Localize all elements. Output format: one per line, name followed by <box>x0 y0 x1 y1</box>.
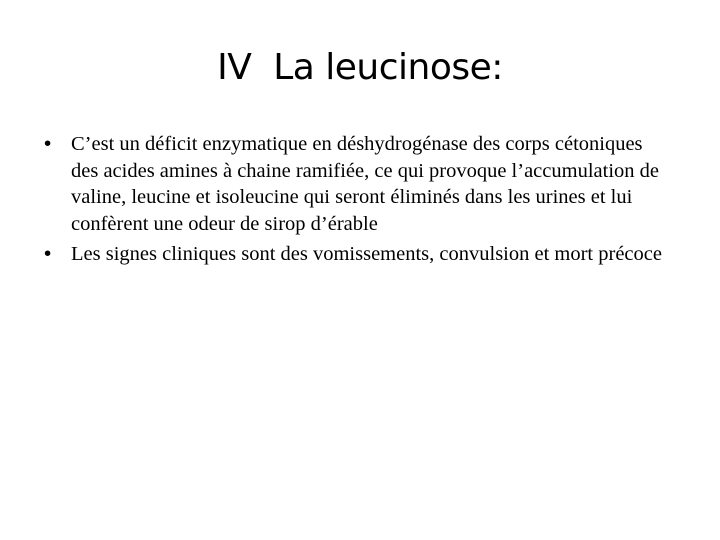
bullet-marker: • <box>44 132 52 155</box>
bullet-list <box>44 131 664 272</box>
bullet-text: Les signes cliniques sont des vomissements, convulsion et mort précoce <box>71 243 662 265</box>
bullet-marker: • <box>44 242 52 265</box>
bullet-item <box>44 131 664 237</box>
bullet-text: C’est un déficit enzymatique en déshydrogénase des corps cétoniques des acides amines à chaine ramifiée, ce qui provoque l’accumulation de valine, leucine et isoleucine qui seront éliminés dans les urines et lui confèrent une odeur de sirop d’érable <box>71 133 659 235</box>
bullet-item <box>44 241 664 268</box>
slide-title: IV La leucinose: <box>217 47 503 88</box>
